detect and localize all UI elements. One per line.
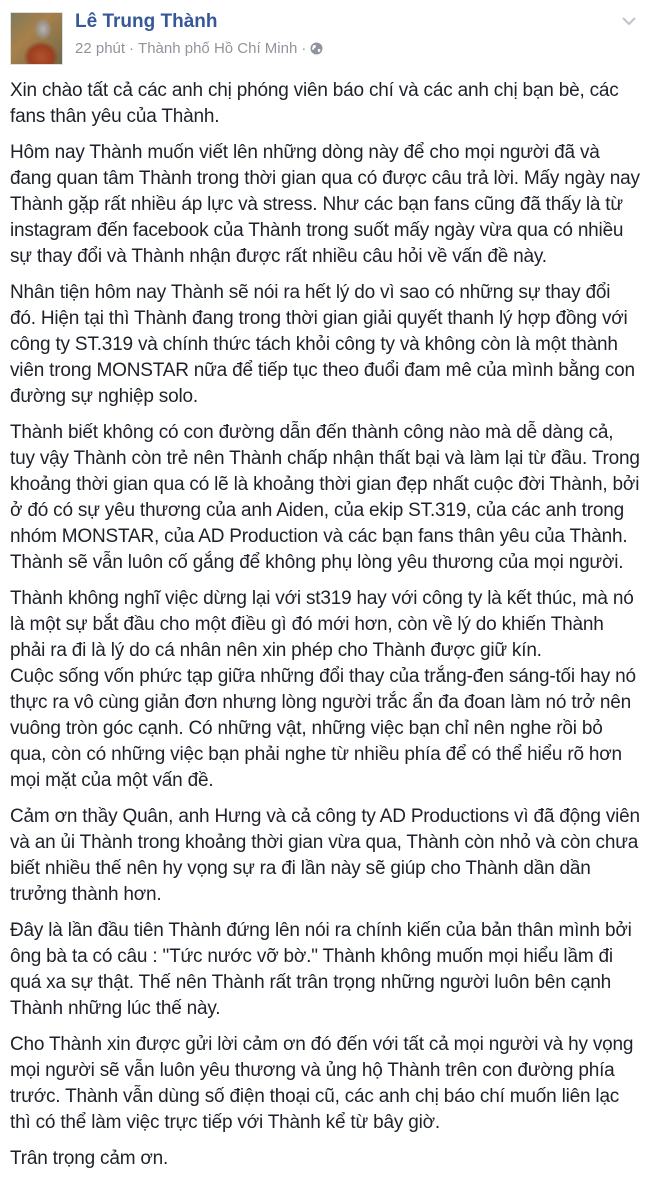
- post-time[interactable]: 22 phút: [75, 40, 126, 57]
- post-body: [10, 78, 640, 1182]
- paragraph: Cuộc sống vốn phức tạp giữa những đổi thay của trắng-đen sáng-tối hay nó thực ra vô cùng giản đơn nhưng lòng người trắc ẩn đa đoan làm nó trở nên vuông tròn góc cạnh. Có những vật, những việc bạn chỉ nên nghe rồi bỏ qua, còn có những việc bạn phải nghe từ nhiều phía để có thể hiểu rõ hơn mọi mặt của một vấn đề.: [10, 666, 636, 791]
- paragraph: Nhân tiện hôm nay Thành sẽ nói ra hết lý do vì sao có những sự thay đổi đó. Hiện tại thì Thành đang trong thời gian giải quyết thanh lý hợp đồng với công ty ST.319 và chính thức tách khỏi công ty và không còn là một thành viên trong MONSTAR nữa để tiếp tục theo đuổi đam mê của mình bằng con đường sự nghiệp solo.: [10, 282, 635, 407]
- paragraph: Xin chào tất cả các anh chị phóng viên báo chí và các anh chị bạn bè, các fans thân yêu của Thành.: [10, 80, 619, 127]
- meta-separator: ·: [301, 40, 307, 57]
- meta-separator: ·: [129, 40, 135, 57]
- globe-icon[interactable]: [310, 42, 323, 55]
- paragraph: Hôm nay Thành muốn viết lên những dòng này để cho mọi người đã và đang quan tâm Thành trong thời gian qua có được câu trả lời. Mấy ngày nay Thành gặp rất nhiều áp lực và stress. Như các bạn fans cũng đã thấy là từ instagram đến facebook của Thành trong suốt mấy ngày vừa qua có nhiều sự thay đổi và Thành nhận được rất nhiều câu hỏi về vấn đề này.: [10, 142, 640, 267]
- paragraph: Cho Thành xin được gửi lời cảm ơn đó đến với tất cả mọi người và hy vọng mọi người sẽ vẫn luôn yêu thương và ủng hộ Thành trên con đường phía trước. Thành vẫn dùng số điện thoại cũ, các anh chị báo chí muốn liên lạc thì có thể làm việc trực tiếp với Thành kể từ bây giờ.: [10, 1034, 634, 1133]
- paragraph: Thành không nghĩ việc dừng lại với st319 hay với công ty là kết thúc, mà nó là một sự bắt đầu cho một điều gì đó mới hơn, còn về lý do khiến Thành phải ra đi là lý do cá nhân nên xin phép cho Thành được giữ kín.: [10, 588, 634, 661]
- paragraph: Thành biết không có con đường dẫn đến thành công nào mà dễ dàng cả, tuy vậy Thành còn trẻ nên Thành chấp nhận thất bại và làm lại từ đầu. Trong khoảng thời gian qua có lẽ là khoảng thời gian đẹp nhất cuộc đời Thành, bởi ở đó có sự yêu thương của anh Aiden, của ekip ST.319, của các anh trong nhóm MONSTAR, của AD Production và các bạn fans thân yêu của Thành. Thành sẽ vẫn luôn cố gắng để không phụ lòng yêu thương của mọi người.: [10, 422, 640, 573]
- chevron-down-icon[interactable]: [620, 14, 638, 28]
- paragraph: Cảm ơn thầy Quân, anh Hưng và cả công ty AD Productions vì đã động viên và an ủi Thành trong khoảng thời gian vừa qua, Thành còn nhỏ và còn chưa biết nhiều thế nên hy vọng sự ra đi lần này sẽ giúp cho Thành dần dần trưởng thành hơn.: [10, 806, 640, 905]
- paragraph: Trân trọng cảm ơn.: [10, 1148, 169, 1169]
- post-location[interactable]: Thành phố Hồ Chí Minh: [138, 40, 298, 57]
- post-meta: [75, 40, 323, 57]
- author-name[interactable]: Lê Trung Thành: [75, 11, 218, 32]
- paragraph: Đây là lần đầu tiên Thành đứng lên nói ra chính kiến của bản thân mình bởi ông bà ta có câu : "Tức nước vỡ bờ." Thành không muốn mọi hiểu lầm đi quá xa sự thật. Thế nên Thành rất trân trọng những người luôn bên cạnh Thành những lúc thế này.: [10, 920, 632, 1019]
- avatar[interactable]: [10, 12, 63, 65]
- post-header: [0, 0, 650, 75]
